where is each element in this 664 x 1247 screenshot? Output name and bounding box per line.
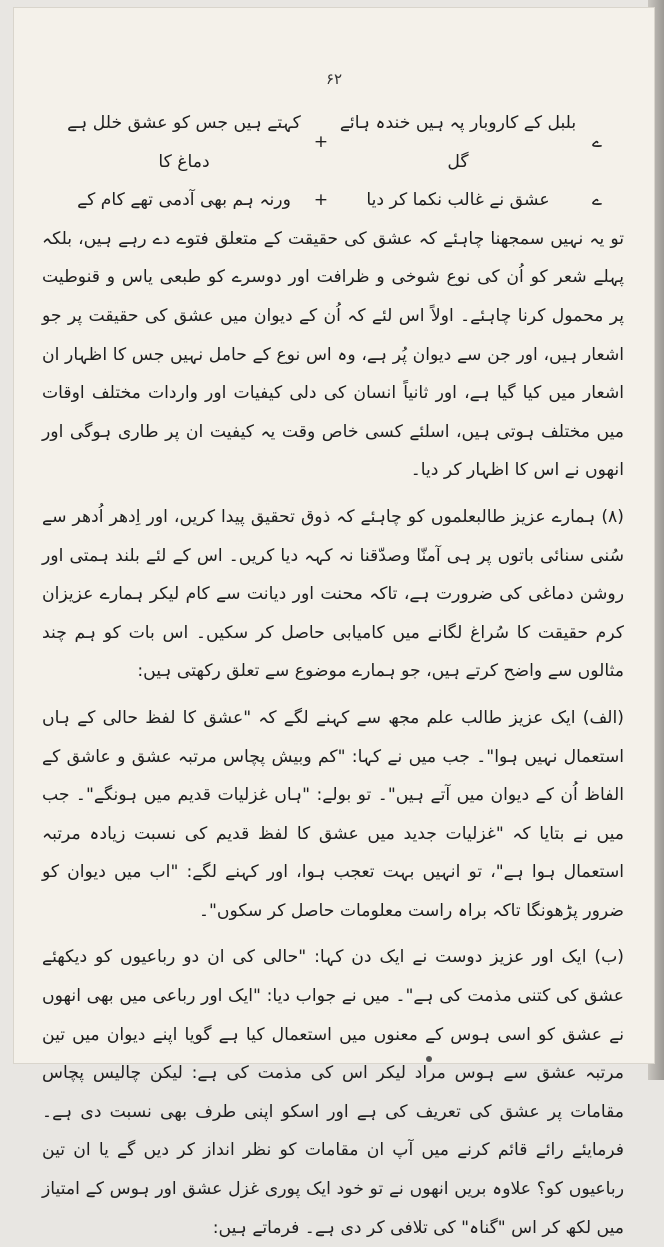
paragraph: (۸) ہمارے عزیز طالبعلموں کو چاہئے کہ ذوق تحقیق پیدا کریں، اور اِدھر اُدھر سے سُنی سنائی باتوں پر ہی آمنّا وصدّقنا نہ کہہ دیا کریں۔ اس کے لئے بلند ہمتی اور روشن دماغی کی ضرورت ہے، تاکہ محنت اور دیانت سے کام لیکر ہمارے عزیزان کرم حقیقت کا سُراغ لگانے میں کامیابی حاصل کر سکیں۔ اس بات کو ہم چند مثالوں سے واضح کرتے ہیں، جو ہمارے موضوع سے تعلق رکھتی ہیں: — [42, 506, 624, 682]
verse-hemistich: بلبل کے کاروبار پہ ہیں خندہ ہائے گل — [339, 113, 577, 172]
verse-marker: ے — [591, 190, 603, 211]
page-content — [42, 104, 624, 1238]
verse-hemistich: عشق نے غالب نکما کر دیا — [366, 190, 550, 211]
verse-separator: + — [313, 190, 329, 211]
verse-line — [42, 181, 624, 220]
verse-line — [42, 104, 624, 181]
paragraph: (ب) ایک اور عزیز دوست نے ایک دن کہا: "حالی کی ان دو رباعیوں کو دیکھئے عشق کی کتنی مذمت کی ہے"۔ میں نے جواب دیا: "ایک اور رباعی میں بھی انھوں نے عشق کو اسی ہوس کے معنوں میں استعمال کیا ہے گویا اپنے دیوان میں تین مرتبہ عشق سے ہوس مراد لیکر اس کی مذمت کی ہے: لیکن چالیس پچاس مقامات پر عشق کی تعریف کی ہے اور اسکو اپنی طرف بھی نسبت دی ہے۔ فرمایئے رائے قائم کرنے میں آپ ان مقامات کو نظر انداز کر دیں گے یا ان تین رباعیوں کو؟ علاوہ بریں انھوں نے تو خود ایک پوری غزل عشق اور ہوس کے امتیاز میں لکھ کر اس "گناہ" کی تلافی کر دی ہے۔ فرماتے ہیں: — [42, 947, 624, 1238]
document-page — [14, 8, 654, 1238]
verse-hemistich: کہتے ہیں جس کو عشق خلل ہے دماغ کا — [67, 113, 301, 172]
paragraph: (الف) ایک عزیز طالب علم مجھ سے کہنے لگے کہ "عشق کا لفظ حالی کے ہاں استعمال نہیں ہوا"۔ جب میں نے کہا: "کم وبیش پچاس مرتبہ عشق و عاشق کے الفاظ اُن کے دیوان میں آتے ہیں"۔ تو بولے: "ہاں غزلیات قدیم میں ہونگے"۔ جب میں نے بتایا کہ "غزلیات جدید میں عشق کا لفظ قدیم کی نسبت زیادہ مرتبہ استعمال ہوا ہے"، تو انہیں بہت تعجب ہوا، اور کہنے لگے: "اب میں دیوان کو ضرور پڑھونگا تاکہ براہ راست معلومات حاصل کر سکوں"۔ — [42, 707, 624, 921]
verse-marker: ے — [591, 132, 603, 153]
verse-separator: + — [313, 132, 329, 153]
page-number: ۶۲ — [325, 70, 343, 88]
ink-dot — [426, 1056, 432, 1062]
paragraph: تو یہ نہیں سمجھنا چاہئے کہ عشق کی حقیقت کے متعلق فتوے دے رہے ہیں، بلکہ پہلے شعر کو اُن کی نوع شوخی و ظرافت اور دوسرے کو طبعی یاس و قنوطیت پر محمول کرنا چاہئے۔ اولاً اس لئے کہ اُن کے دیوان میں عشق کی حقیقت پر جو اشعار ہیں، اور جن سے دیوان پُر ہے، وہ اس نوع کے حامل نہیں جس کا اظہار ان اشعار میں کیا گیا ہے، اور ثانیاً انسان کی دلی کیفیات اور واردات مختلف اوقات میں مختلف ہوتی ہیں، اسلئے کسی خاص وقت یہ کیفیت ان پر طاری ہوگی اور انھوں نے اس کا اظہار کر دیا۔ — [42, 228, 624, 481]
verse-hemistich: ورنہ ہم بھی آدمی تھے کام کے — [77, 190, 291, 211]
